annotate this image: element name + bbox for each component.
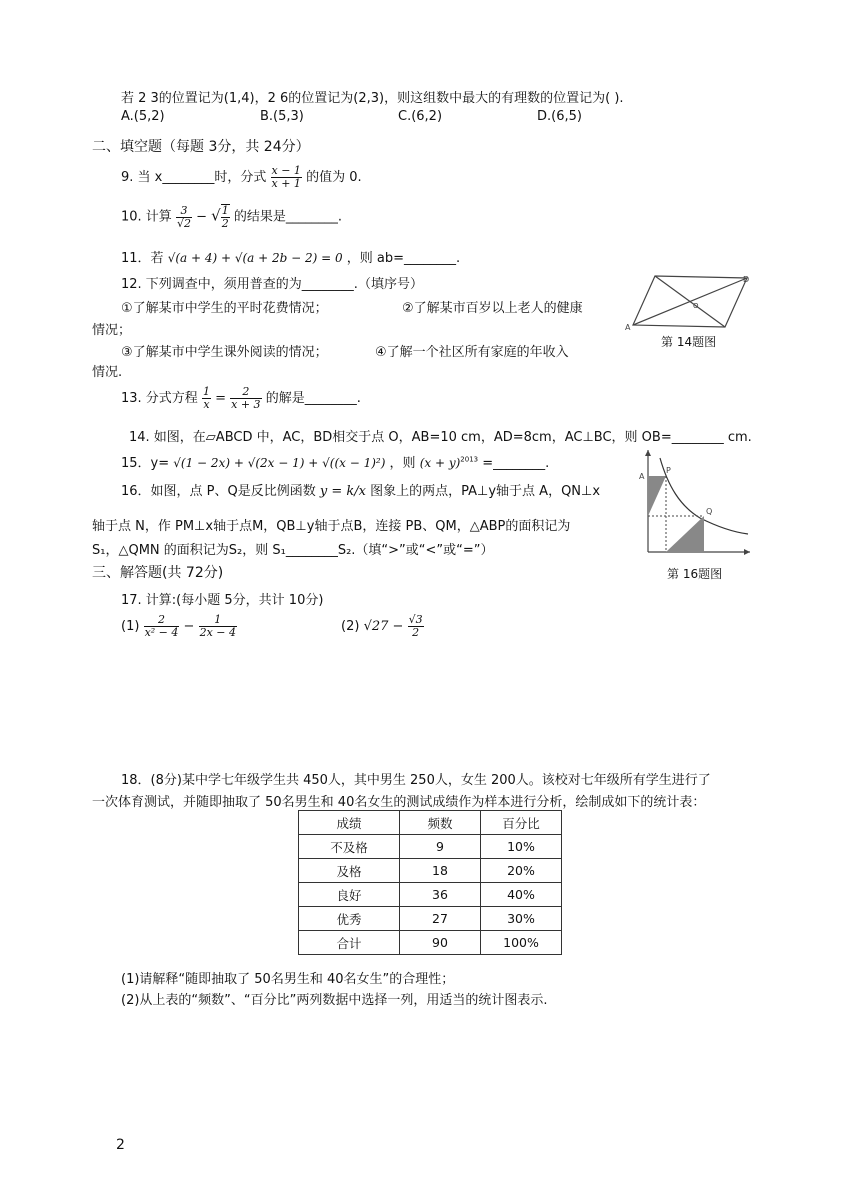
table-cell: 良好: [299, 883, 400, 907]
figure-16-caption: 第 16题图: [667, 567, 723, 581]
x-axis-arrow-icon: [744, 549, 750, 555]
q13-fraction-a: [202, 386, 211, 411]
triangle-abp: [648, 476, 666, 516]
q17-p1-label: (1): [121, 619, 140, 634]
table-row: [299, 835, 562, 859]
q15-post: =________.: [482, 456, 550, 471]
q16-post: 图象上的两点，PA⊥y轴于点 A，QN⊥x: [370, 484, 601, 499]
q13-b-num: 2: [230, 386, 261, 399]
q8-option-d: D.(6,5): [537, 109, 582, 124]
q17-title: 17. 计算:(每小题 5分，共计 10分): [121, 593, 324, 608]
q13-a-num: 1: [202, 385, 210, 398]
table-cell: 及格: [299, 859, 400, 883]
q16-line3: S₁，△QMN 的面积记为S₂，则 S₁________S₂.（填“>”或“<”或“=”）: [92, 543, 494, 558]
figure-16-graph: [636, 446, 754, 558]
figure-14-parallelogram: [625, 270, 755, 332]
figure-14-caption: 第 14题图: [661, 335, 717, 349]
q9-pre: 9. 当 x________时，分式: [121, 170, 267, 185]
q17-p2-label: (2): [341, 619, 360, 634]
point-label: Q: [706, 507, 713, 516]
q12-cont1: 情况；: [92, 323, 132, 338]
q13-pre: 13. 分式方程: [121, 391, 198, 406]
q13-b-den: x + 3: [231, 398, 261, 411]
table-cell: 90: [400, 931, 481, 955]
q10-a-den: √2: [176, 216, 191, 230]
q13-eq: =: [215, 391, 226, 406]
diagonal-bd: [655, 276, 725, 327]
table-header: 频数: [400, 811, 481, 835]
q17-p1-a-den: x² − 4: [144, 626, 179, 639]
q12-opt1: ①了解某市中学生的平时花费情况；: [121, 301, 328, 316]
q10-minus: −: [196, 209, 208, 225]
q11-pre: 11．若: [121, 251, 164, 266]
triangle-qmn: [666, 516, 704, 552]
q11-post: ，则 ab=________.: [346, 251, 461, 266]
q9-post: 的值为 0.: [306, 170, 362, 185]
q17-p1-fraction-a: [144, 614, 180, 639]
q12-cont2: 情况.: [92, 365, 123, 380]
q15-exponent: 2013: [460, 455, 479, 464]
q10-b-den: 2: [221, 217, 229, 230]
q16-pre: 16．如图，点 P、Q是反比例函数: [121, 484, 316, 499]
q9-fraction: [271, 165, 302, 190]
q10-a-num: 3: [176, 205, 192, 218]
q17-p1-b-num: 1: [199, 614, 237, 627]
table-cell: 9: [400, 835, 481, 859]
q16-line2: 轴于点 N，作 PM⊥x轴于点M，QB⊥y轴于点B，连接 PB、QM，△ABP的面积记为: [92, 519, 571, 534]
q15-expr: √(1 − 2x) + √(2x − 1) + √((x − 1)²): [173, 456, 386, 470]
q18-line2: 一次体育测试，并随即抽取了 50名男生和 40名女生的测试成绩作为样本进行分析，绘制成如下的统计表：: [92, 795, 706, 810]
q12-line1: 12. 下列调查中，须用普查的为________.（填序号）: [121, 277, 423, 292]
q9: [121, 165, 362, 190]
y-axis-arrow-icon: [645, 450, 651, 456]
point-label: A: [639, 472, 645, 481]
page-number: 2: [116, 1137, 125, 1153]
q12-opt4: ④了解一个社区所有家庭的年收入: [375, 345, 569, 360]
q13: [121, 386, 361, 411]
q16-line1: [121, 480, 600, 499]
point-label: P: [666, 466, 671, 475]
table-cell: 40%: [481, 883, 562, 907]
q17-part1: [121, 614, 237, 639]
q8-option-b: B.(5,3): [260, 109, 304, 124]
table-row: [299, 883, 562, 907]
vertex-label: D: [743, 275, 750, 284]
table-header: 百分比: [481, 811, 562, 835]
table-cell: 合计: [299, 931, 400, 955]
sqrt-icon: √: [211, 206, 221, 225]
q10-fraction-a: [176, 205, 192, 230]
table-header: 成绩: [299, 811, 400, 835]
q18-line1: 18．(8分)某中学七年级学生共 450人，其中男生 250人，女生 200人。该校对七年级所有学生进行了: [121, 773, 711, 788]
q12-opt3: ③了解某市中学生课外阅读的情况；: [121, 345, 328, 360]
q17-p2-fraction: [408, 614, 424, 639]
q16-func: y = k/x: [319, 484, 366, 499]
q15-pre: 15．y=: [121, 456, 170, 471]
table-header-row: [299, 811, 562, 835]
q8-option-a: A.(5,2): [121, 109, 165, 124]
section3-title: 三、解答题(共 72分): [92, 565, 224, 581]
q11: [121, 247, 460, 266]
q10-fraction-b: [221, 204, 230, 230]
q10-b-num: 1: [221, 204, 229, 217]
table-cell: 不及格: [299, 835, 400, 859]
q17-p1-fraction-b: [199, 614, 237, 639]
table-cell: 100%: [481, 931, 562, 955]
q8-option-c: C.(6,2): [398, 109, 443, 124]
q17-p2-den: 2: [412, 626, 420, 639]
table-row: [299, 907, 562, 931]
q14-text: 14. 如图，在▱ABCD 中，AC，BD相交于点 O，AB=10 cm，AD=8cm，AC⊥BC，则 OB=________ cm.: [129, 430, 752, 445]
q18-sub2: (2)从上表的“频数”、“百分比”两列数据中选择一列，用适当的统计图表示.: [121, 993, 548, 1008]
q13-fraction-b: [230, 386, 261, 411]
q10-pre: 10. 计算: [121, 209, 172, 225]
table-row: [299, 931, 562, 955]
q15: [121, 452, 549, 471]
q9-den: x + 1: [271, 177, 301, 190]
q9-num: x − 1: [271, 164, 301, 177]
q17-part2: [341, 614, 424, 639]
q8-text: 若 2 3的位置记为(1,4)，2 6的位置记为(2,3)，则这组数中最大的有理数的位置记为( ).: [121, 91, 624, 106]
table-cell: 优秀: [299, 907, 400, 931]
statistics-table: [298, 810, 562, 955]
q17-p1-b-den: 2x − 4: [199, 626, 236, 639]
table-cell: 30%: [481, 907, 562, 931]
q10: [121, 204, 342, 230]
q12-opt2: ②了解某市百岁以上老人的健康: [402, 301, 583, 316]
table-cell: 20%: [481, 859, 562, 883]
minus-sign: −: [183, 619, 195, 634]
table-cell: 18: [400, 859, 481, 883]
q10-post: 的结果是________.: [233, 209, 342, 225]
q13-a-den: x: [203, 398, 210, 411]
q11-expr: √(a + 4) + √(a + 2b − 2) = 0: [167, 251, 343, 265]
table-cell: 27: [400, 907, 481, 931]
section2-title: 二、填空题（每题 3分，共 24分）: [92, 139, 310, 155]
q18-sub1: (1)请解释“随即抽取了 50名男生和 40名女生”的合理性；: [121, 972, 455, 987]
table-cell: 36: [400, 883, 481, 907]
vertex-label: A: [625, 323, 631, 332]
q15-pow: (x + y): [419, 456, 461, 470]
table-row: [299, 859, 562, 883]
vertex-label: O: [693, 302, 699, 310]
q17-p2-num: √3: [408, 613, 423, 626]
q17-p1-a-num: 2: [144, 614, 180, 627]
q15-mid: ，则: [389, 456, 416, 471]
q13-post: 的解是________.: [265, 391, 361, 406]
q17-p2-expr: √27 −: [363, 619, 404, 634]
table-cell: 10%: [481, 835, 562, 859]
